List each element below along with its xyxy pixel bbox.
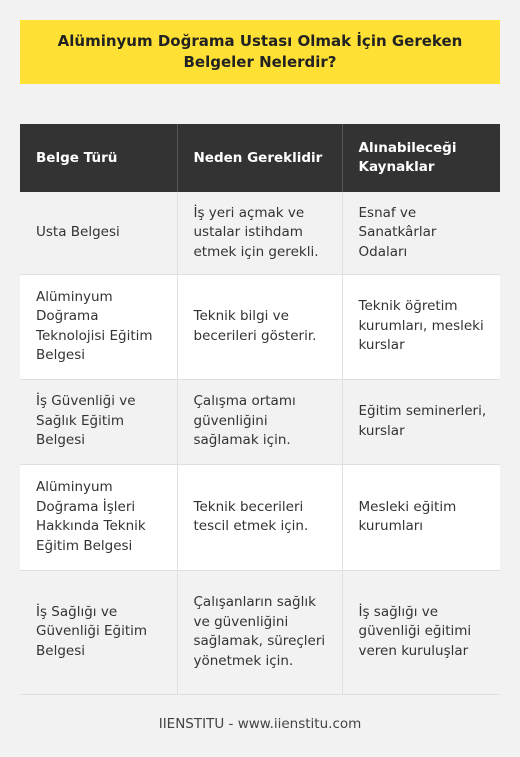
cell-sources: Esnaf ve Sanatkârlar Odaları (342, 192, 500, 274)
title-banner (20, 20, 500, 84)
cell-why-required: İş yeri açmak ve ustalar istihdam etmek için gerekli. (177, 192, 342, 274)
cell-why-required: Teknik becerileri tescil etmek için. (177, 464, 342, 570)
cell-sources: Teknik öğretim kurumları, mesleki kurslar (342, 274, 500, 379)
table-header-row (20, 124, 500, 192)
page-title: Alüminyum Doğrama Ustası Olmak İçin Gereken Belgeler Nelerdir? (57, 32, 463, 71)
documents-table (20, 124, 500, 695)
cell-why-required: Teknik bilgi ve becerileri gösterir. (177, 274, 342, 379)
cell-sources: Eğitim seminerleri, kurslar (342, 379, 500, 464)
header-sources: Alınabileceği Kaynaklar (342, 124, 500, 192)
cell-document-type: İş Güvenliği ve Sağlık Eğitim Belgesi (20, 379, 177, 464)
cell-document-type: Alüminyum Doğrama İşleri Hakkında Teknik Eğitim Belgesi (20, 464, 177, 570)
cell-sources: Mesleki eğitim kurumları (342, 464, 500, 570)
table-row (20, 192, 500, 274)
table-row (20, 274, 500, 379)
cell-document-type: Usta Belgesi (20, 192, 177, 274)
header-why-required: Neden Gereklidir (177, 124, 342, 192)
footer-credit: IIENSTITU - www.iienstitu.com (158, 716, 362, 732)
table-row (20, 464, 500, 570)
cell-document-type: Alüminyum Doğrama Teknolojisi Eğitim Belgesi (20, 274, 177, 379)
header-document-type: Belge Türü (20, 124, 177, 192)
table-row (20, 379, 500, 464)
cell-why-required: Çalışma ortamı güvenliğini sağlamak için. (177, 379, 342, 464)
cell-sources: İş sağlığı ve güvenliği eğitimi veren kuruluşlar (342, 570, 500, 694)
cell-why-required: Çalışanların sağlık ve güvenliğini sağlamak, süreçleri yönetmek için. (177, 570, 342, 694)
cell-document-type: İş Sağlığı ve Güvenliği Eğitim Belgesi (20, 570, 177, 694)
table-row (20, 570, 500, 694)
